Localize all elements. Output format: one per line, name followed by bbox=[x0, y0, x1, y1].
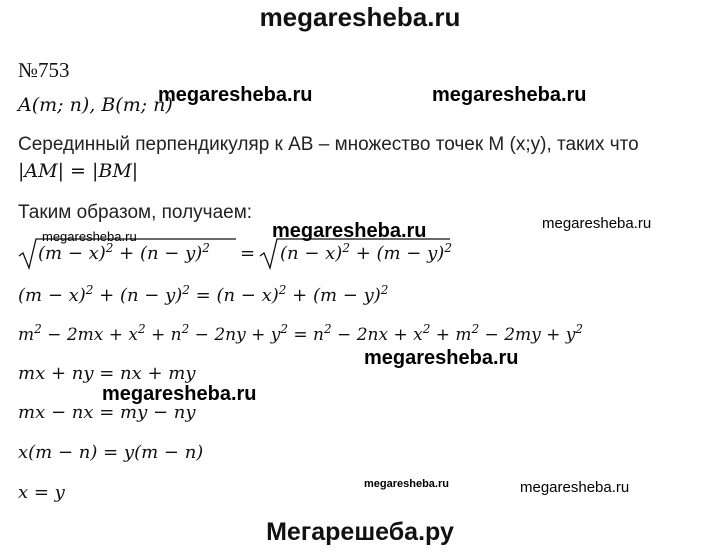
eq1-left: $(m - x)^2 + (n - y)^2$ bbox=[38, 241, 210, 264]
given-points: A(m; n), B(m; n) bbox=[18, 94, 173, 116]
watermark: megaresheba.ru bbox=[432, 84, 587, 106]
site-footer[interactable]: Мегарешеба.ру bbox=[266, 518, 454, 546]
watermark: megaresheba.ru bbox=[42, 229, 137, 244]
eq7: x = y bbox=[18, 482, 65, 503]
eq1-equals: = bbox=[240, 243, 256, 264]
site-header[interactable]: megaresheba.ru bbox=[259, 2, 461, 32]
eq1-right: $(n - x)^2 + (m - y)^2$ bbox=[280, 241, 452, 264]
problem-number: №753 bbox=[18, 58, 70, 82]
eq4: mx + ny = nx + my bbox=[18, 363, 196, 384]
eq5: mx − nx = my − ny bbox=[18, 402, 196, 423]
definition-line-1: Серединный перпендикуляр к AB – множество точек M (x;y), таких что bbox=[18, 134, 639, 155]
definition-line-2: |AM| = |BM| bbox=[18, 160, 139, 182]
watermark: megaresheba.ru bbox=[364, 478, 449, 490]
watermark: megaresheba.ru bbox=[102, 383, 257, 405]
eq2: $(m - x)^2 + (n - y)^2 = (n - x)^2 + (m - y)^2$ bbox=[18, 283, 389, 306]
watermark: megaresheba.ru bbox=[272, 220, 427, 242]
watermark: megaresheba.ru bbox=[158, 84, 313, 106]
watermark: megaresheba.ru bbox=[520, 479, 630, 496]
watermark: megaresheba.ru bbox=[542, 215, 652, 232]
intro-text: Таким образом, получаем: bbox=[18, 202, 253, 223]
eq6: x(m − n) = y(m − n) bbox=[18, 442, 204, 463]
watermark: megaresheba.ru bbox=[364, 347, 519, 369]
eq3: $m^2 - 2mx + x^2 + n^2 - 2ny + y^2 = n^2 - 2nx + x^2 + m^2 - 2my + y^2$ bbox=[18, 322, 584, 345]
